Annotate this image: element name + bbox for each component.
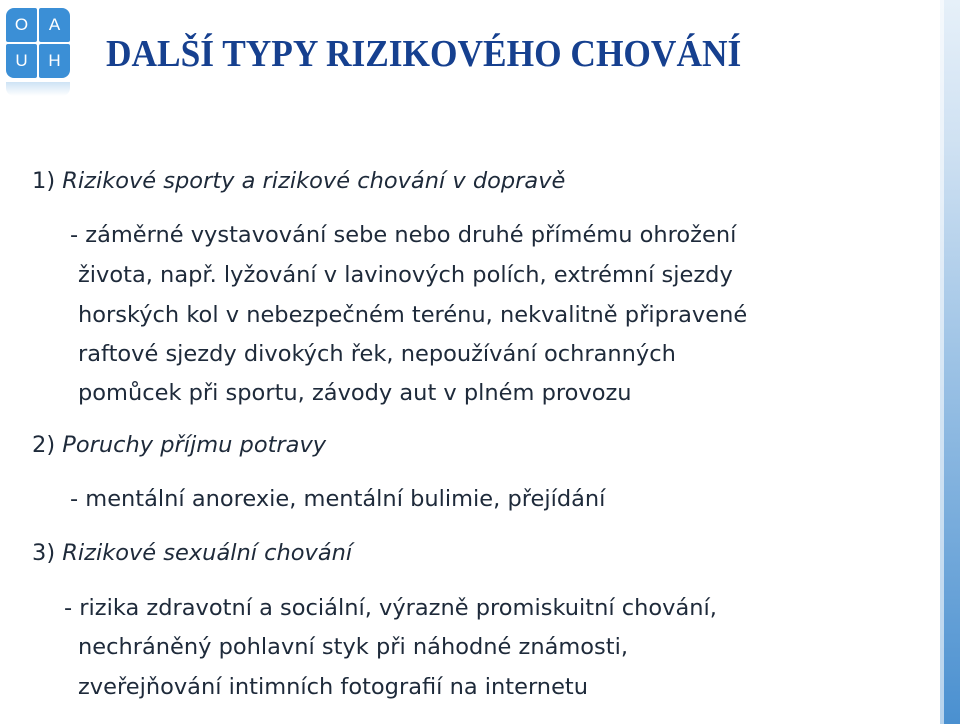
logo [6, 8, 70, 80]
section-3-line: zveřejňování intimních fotografií na internetu [78, 674, 588, 700]
section-3-title: Rizikové sexuální chování [62, 540, 353, 566]
section-2-title: Poruchy příjmu potravy [62, 432, 327, 458]
section-3-line: nechráněný pohlavní styk při náhodné známosti, [78, 634, 629, 660]
logo-letter-o: O [6, 8, 37, 42]
section-3-number: 3) [32, 540, 56, 566]
section-1-line: života, např. lyžování v lavinových polích, extrémní sjezdy [78, 262, 733, 288]
section-2-number: 2) [32, 432, 56, 458]
section-1-line: horských kol v nebezpečném terénu, nekvalitně připravené [78, 302, 748, 328]
right-decorative-bar [940, 0, 960, 724]
section-1-title: Rizikové sporty a rizikové chování v dopravě [62, 168, 566, 194]
section-2-line: - mentální anorexie, mentální bulimie, přejídání [70, 486, 606, 512]
page-title: DALŠÍ TYPY RIZIKOVÉHO CHOVÁNÍ [106, 33, 742, 75]
section-1-line: raftové sjezdy divokých řek, nepoužívání ochranných [78, 341, 676, 367]
section-1-heading [32, 166, 565, 196]
section-3-line: - rizika zdravotní a sociální, výrazně promiskuitní chování, [64, 595, 717, 621]
logo-letter-h: H [39, 44, 70, 78]
section-1-line: - záměrné vystavování sebe nebo druhé přímému ohrožení [70, 222, 737, 248]
section-1-line: pomůcek při sportu, závody aut v plném provozu [78, 380, 632, 406]
section-3-heading [32, 538, 352, 568]
logo-reflection [6, 82, 70, 96]
logo-letter-u: U [6, 44, 37, 78]
section-1-number: 1) [32, 168, 56, 194]
section-2-heading [32, 430, 326, 460]
logo-letter-a: A [39, 8, 70, 42]
